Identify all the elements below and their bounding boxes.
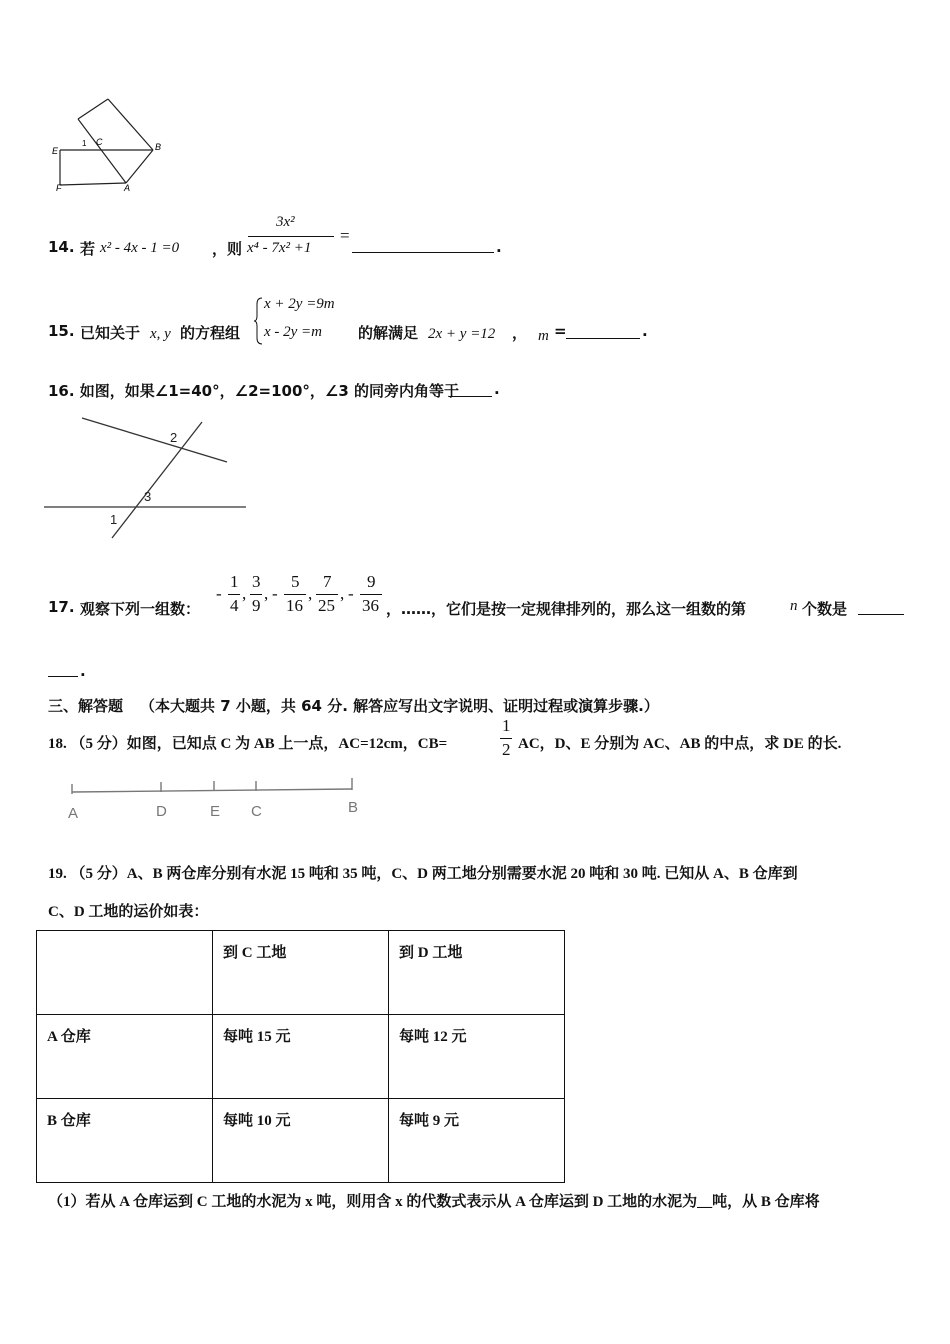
q17-term-2-sep: , bbox=[264, 584, 269, 603]
figure-q13 bbox=[48, 95, 178, 195]
label-B: B bbox=[155, 142, 162, 152]
table-cell: 到 D 工地 bbox=[389, 931, 565, 1015]
q15-prefix: 已知关于 bbox=[80, 324, 141, 342]
q18-prefix: 18. （5 分）如图，已知点 C 为 AB 上一点，AC=12cm，CB= bbox=[48, 736, 448, 752]
table-cell: 每吨 12 元 bbox=[389, 1015, 565, 1099]
q17-term-3-den: 16 bbox=[286, 596, 303, 615]
table-header-row bbox=[37, 931, 565, 1015]
q15-eq1: x + 2y =9m bbox=[264, 296, 335, 312]
q17-term-1-bar bbox=[228, 594, 240, 595]
q14-frac-den: x⁴ - 7x² +1 bbox=[247, 240, 312, 256]
point-E-label: E bbox=[210, 803, 221, 820]
label-1: 1 bbox=[82, 139, 87, 148]
q18-frac-num: 1 bbox=[502, 716, 511, 735]
q17-term-5-sign: - bbox=[348, 584, 354, 603]
point-C-label: C bbox=[251, 803, 262, 820]
table-cell: 到 C 工地 bbox=[213, 931, 389, 1015]
q15-mid2: 的解满足 bbox=[358, 324, 419, 342]
angle-2-label: 2 bbox=[170, 430, 178, 445]
q15-system-brace bbox=[254, 296, 264, 346]
q19-line2: C、D 工地的运价如表： bbox=[48, 904, 209, 920]
q14-mid: ，则 bbox=[212, 240, 243, 258]
q19-line1: 19. （5 分）A、B 两仓库分别有水泥 15 吨和 35 吨，C、D 两工地分别需要水泥 20 吨和 30 吨. 已知从 A、B 仓库到 bbox=[48, 866, 798, 882]
q17-term-4-sep: , bbox=[340, 584, 345, 603]
table-cell bbox=[37, 931, 213, 1015]
q14-equation: x² - 4x - 1 =0 bbox=[100, 240, 180, 256]
q17-term-1-sep: , bbox=[242, 584, 247, 603]
angle-3-label: 3 bbox=[144, 489, 152, 504]
angle-1-label: 1 bbox=[110, 512, 118, 527]
point-A-label: A bbox=[68, 805, 79, 822]
label-F: F bbox=[56, 183, 62, 193]
q18-frac-bar bbox=[500, 738, 512, 739]
q14-number: 14. bbox=[48, 238, 75, 256]
q17-suffix2: 个数是 bbox=[802, 600, 848, 618]
q14-frac-num: 3x² bbox=[276, 214, 295, 230]
q17-term-5-bar bbox=[360, 594, 382, 595]
q15-condition: 2x + y =12 bbox=[428, 326, 496, 342]
point-B-label: B bbox=[348, 799, 359, 816]
figure-q16 bbox=[44, 410, 246, 540]
q18-frac-den: 2 bbox=[502, 740, 511, 759]
q17-number: 17. bbox=[48, 598, 75, 616]
label-C: C bbox=[96, 137, 103, 147]
q16-text: 16. 如图，如果∠1=40°，∠2=100°，∠3 的同旁内角等于 bbox=[48, 382, 459, 400]
q14-eq-sign: = bbox=[340, 226, 350, 245]
shipping-cost-table bbox=[36, 930, 565, 1183]
section-3-description: （本大题共 7 小题，共 64 分. 解答应写出文字说明、证明过程或演算步骤.） bbox=[140, 697, 659, 715]
q17-term-1-num: 1 bbox=[230, 572, 239, 591]
q18-suffix: AC，D、E 分别为 AC、AB 的中点，求 DE 的长. bbox=[518, 736, 842, 752]
q17-answer-blank-line2[interactable] bbox=[48, 674, 78, 677]
q15-comma: ， bbox=[512, 324, 528, 342]
q17-term-3-sep: , bbox=[308, 584, 313, 603]
q17-term-3-num: 5 bbox=[291, 572, 300, 591]
q17-term-4-num: 7 bbox=[323, 572, 332, 591]
q17-term-4-den: 25 bbox=[318, 596, 335, 615]
q17-term-2-den: 9 bbox=[252, 596, 261, 615]
section-3-title: 三、解答题 bbox=[48, 697, 124, 715]
q15-eq2: x - 2y =m bbox=[264, 324, 323, 340]
q17-end: . bbox=[80, 662, 86, 680]
q15-vars: x, y bbox=[150, 326, 171, 342]
q14-answer-blank[interactable] bbox=[352, 250, 494, 253]
q14-prefix: 若 bbox=[80, 240, 96, 258]
table-cell: 每吨 10 元 bbox=[213, 1099, 389, 1183]
q15-number: 15. bbox=[48, 322, 75, 340]
table-row bbox=[37, 1099, 565, 1183]
label-A: A bbox=[124, 183, 131, 193]
q15-answer-blank[interactable] bbox=[566, 336, 640, 339]
q15-end: . bbox=[642, 322, 648, 340]
q15-mid: 的方程组 bbox=[180, 324, 241, 342]
q16-answer-blank[interactable] bbox=[450, 394, 492, 397]
table-cell: 每吨 15 元 bbox=[213, 1015, 389, 1099]
q17-prefix: 观察下列一组数： bbox=[80, 600, 201, 618]
figure-q18 bbox=[62, 776, 382, 826]
q17-term-4-bar bbox=[316, 594, 338, 595]
q15-m: m bbox=[538, 328, 549, 344]
q17-suffix: ，……，它们是按一定规律排列的，那么这一组数的第 bbox=[386, 600, 747, 618]
q14-frac-bar bbox=[248, 236, 334, 237]
q17-n: n bbox=[790, 598, 798, 614]
q15-eq-sign: = bbox=[554, 322, 567, 340]
table-cell: B 仓库 bbox=[37, 1099, 213, 1183]
table-cell: A 仓库 bbox=[37, 1015, 213, 1099]
q17-term-1-sign: - bbox=[216, 584, 222, 603]
table-row bbox=[37, 1015, 565, 1099]
label-E: E bbox=[52, 146, 59, 156]
q17-term-3-sign: - bbox=[272, 584, 278, 603]
q17-term-2-num: 3 bbox=[252, 572, 261, 591]
q14-end: . bbox=[496, 238, 502, 256]
q17-term-2-bar bbox=[250, 594, 262, 595]
q17-term-5-num: 9 bbox=[367, 572, 376, 591]
q17-answer-blank-line1[interactable] bbox=[858, 612, 904, 615]
q19-part1: （1）若从 A 仓库运到 C 工地的水泥为 x 吨，则用含 x 的代数式表示从 A 仓库运到 D 工地的水泥为__吨，从 B 仓库将 bbox=[48, 1194, 820, 1210]
table-cell: 每吨 9 元 bbox=[389, 1099, 565, 1183]
q17-term-5-den: 36 bbox=[362, 596, 379, 615]
q17-term-3-bar bbox=[284, 594, 306, 595]
point-D-label: D bbox=[156, 803, 167, 820]
q17-term-1-den: 4 bbox=[230, 596, 239, 615]
q16-end: . bbox=[494, 380, 500, 398]
